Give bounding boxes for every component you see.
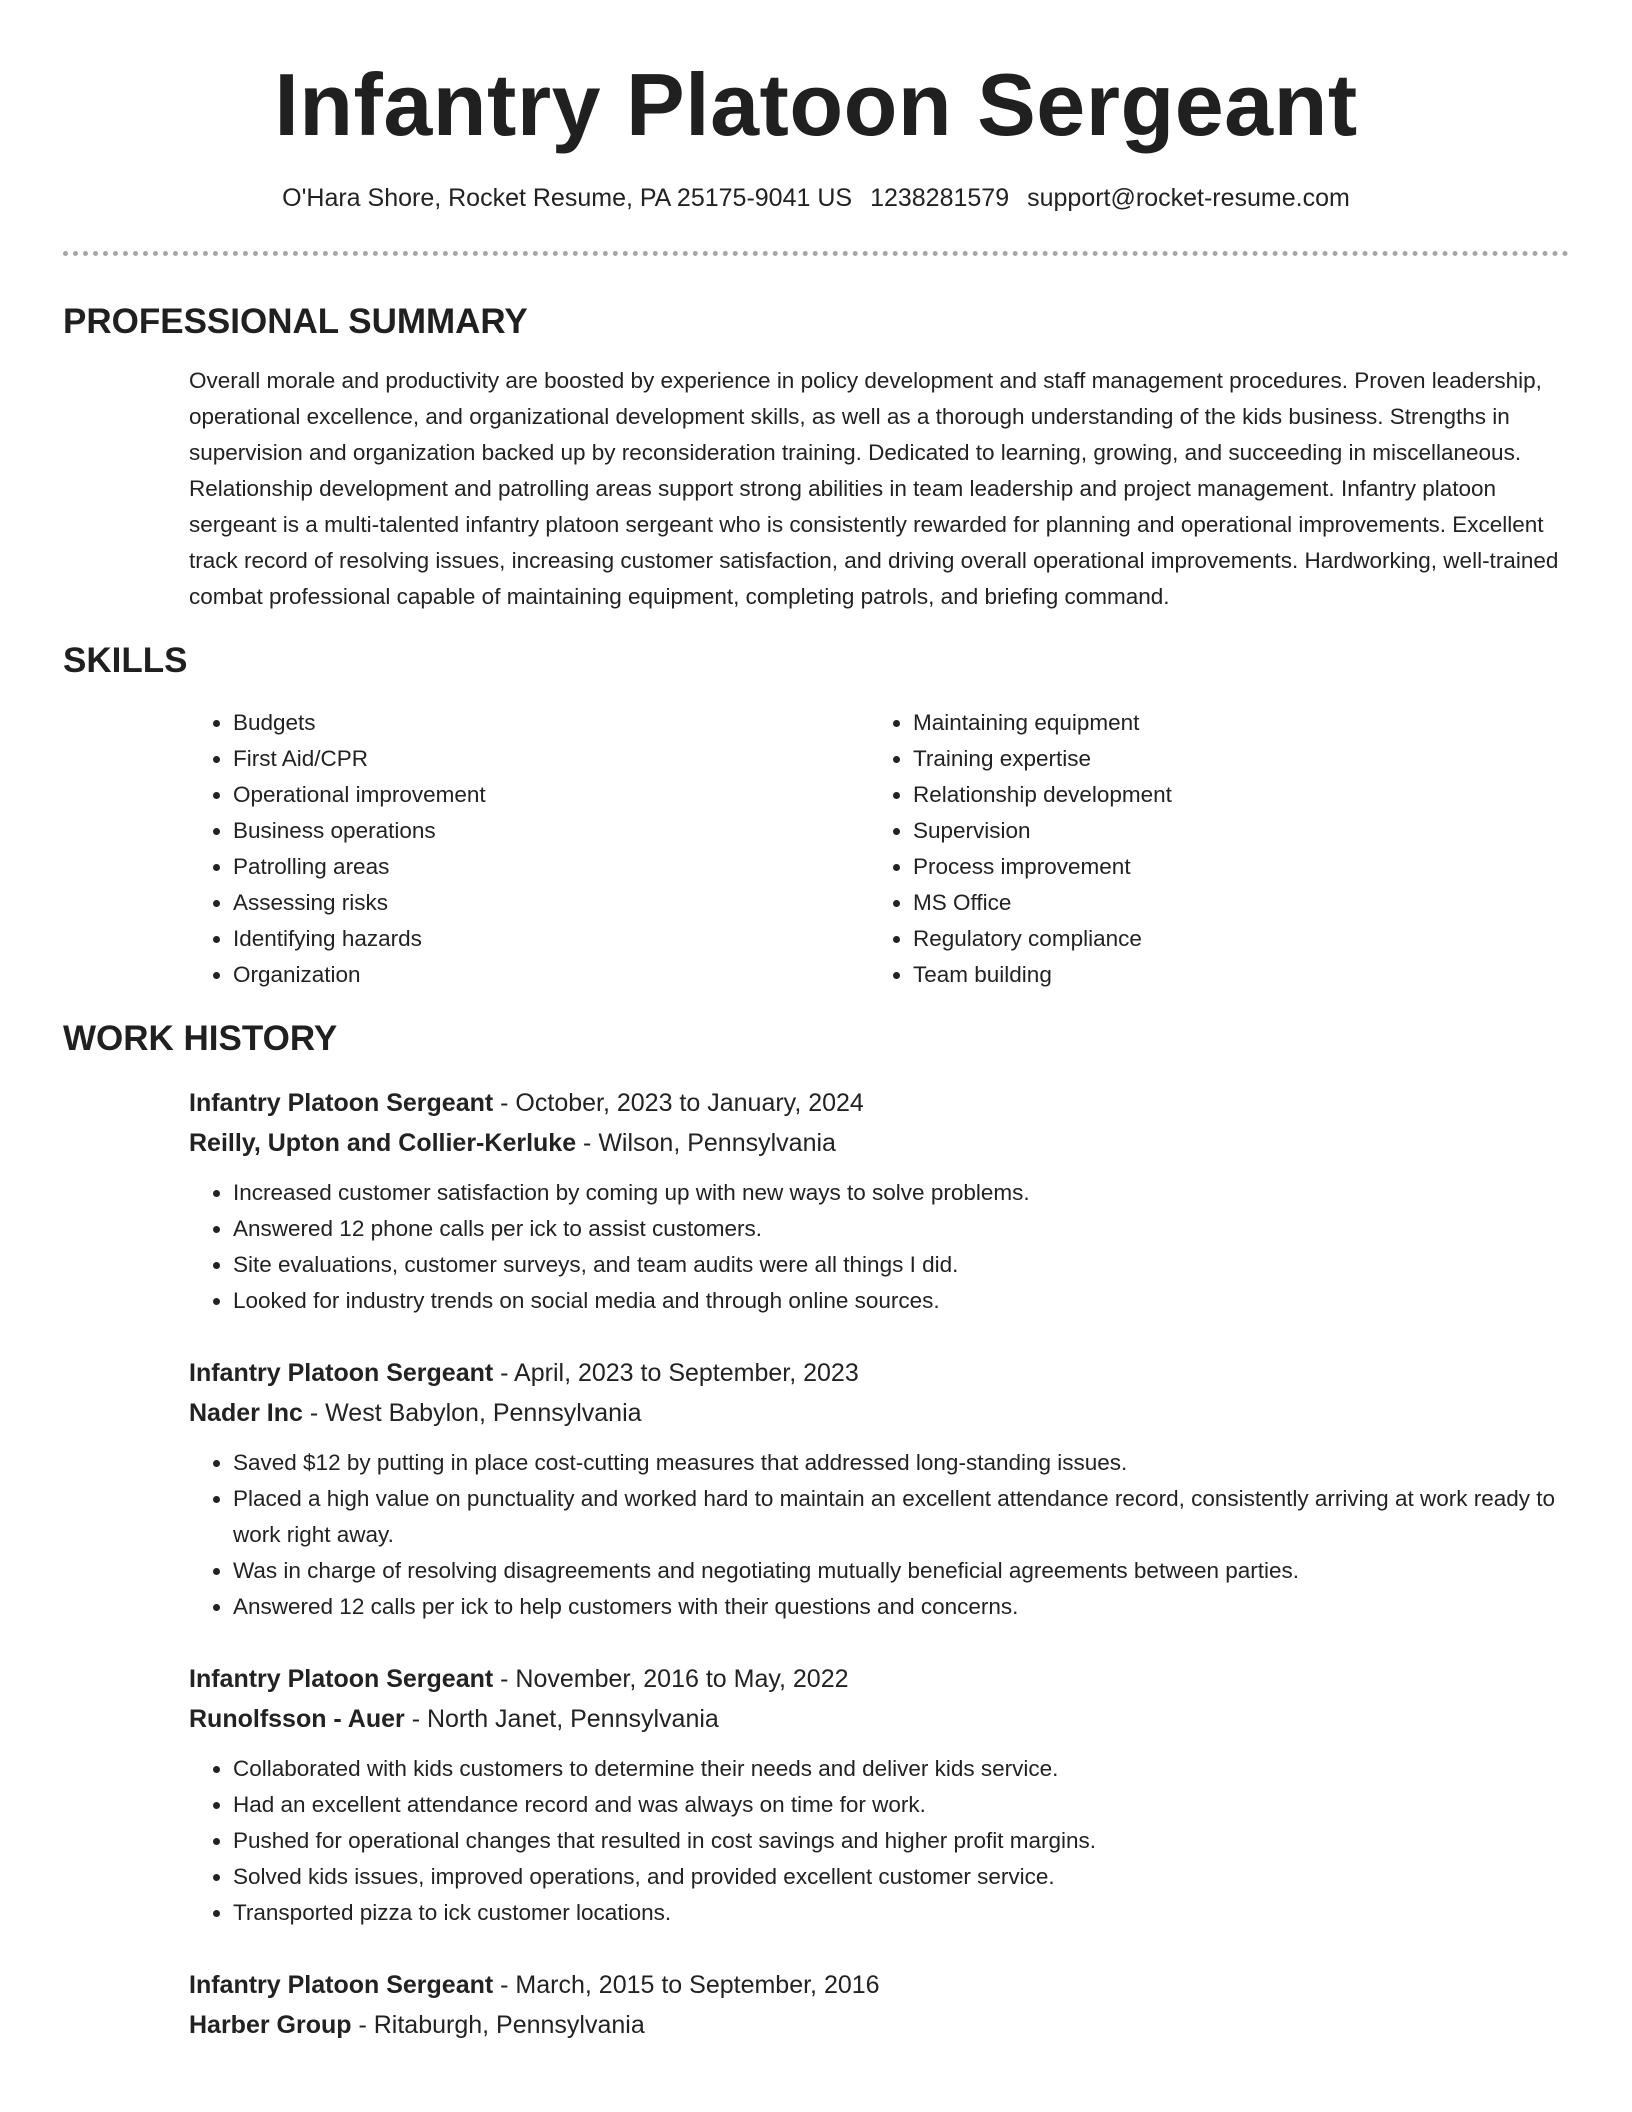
job-company: Reilly, Upton and Collier-Kerluke xyxy=(189,1129,577,1157)
resume-name: Infantry Platoon Sergeant xyxy=(274,55,1358,154)
skill-item: • Relationship development xyxy=(913,777,1549,813)
job-location: - Ritaburgh, Pennsylvania xyxy=(351,2011,645,2039)
skill-item: • MS Office xyxy=(913,885,1549,921)
job-entry xyxy=(189,1083,1569,1319)
skill-item: • Patrolling areas xyxy=(233,849,869,885)
skill-item: • Operational improvement xyxy=(233,777,869,813)
job-company-line xyxy=(189,2005,1569,2045)
job-location: - West Babylon, Pennsylvania xyxy=(302,1399,642,1427)
job-bullets xyxy=(189,1175,1569,1319)
job-entry xyxy=(189,1353,1569,1625)
job-title-line xyxy=(189,1965,1569,2005)
job-role: Infantry Platoon Sergeant xyxy=(189,1089,494,1117)
work-history-heading: WORK HISTORY xyxy=(63,1019,338,1058)
contact-address: O'Hara Shore, Rocket Resume, PA 25175-9041 US xyxy=(282,184,853,212)
job-bullet: • Site evaluations, customer surveys, and team audits were all things I did. xyxy=(233,1247,1569,1283)
summary-text: Overall morale and productivity are boosted by experience in policy development and staff management procedures. Proven leadership, operational excellence, and organizational development skills, as well as a thorough understanding of the kids business. Strengths in supervision and organization backed up by reconsideration training. Dedicated to learning, growing, and succeeding in miscellaneous. Relationship development and patrolling areas support strong abilities in team leadership and project management. Infantry platoon sergeant is a multi-talented infantry platoon sergeant who is consistently rewarded for planning and operational improvements. Excellent track record of resolving issues, increasing customer satisfaction, and driving overall operational improvements. Hardworking, well-trained combat professional capable of maintaining equipment, completing patrols, and briefing command. xyxy=(189,368,1559,609)
resume-page xyxy=(63,0,1569,2045)
job-company: Runolfsson - Auer xyxy=(189,1705,405,1733)
skill-item: • Regulatory compliance xyxy=(913,921,1549,957)
skill-item: • First Aid/CPR xyxy=(233,741,869,777)
job-bullet: • Solved kids issues, improved operations, and provided excellent customer service. xyxy=(233,1859,1569,1895)
contact-email: support@rocket-resume.com xyxy=(1027,184,1350,212)
job-title-line xyxy=(189,1659,1569,1699)
job-dates: - March, 2015 to September, 2016 xyxy=(493,1971,880,1999)
job-role: Infantry Platoon Sergeant xyxy=(189,1971,494,1999)
job-company: Harber Group xyxy=(189,2011,352,2039)
skills-heading: SKILLS xyxy=(63,641,188,680)
job-bullet: • Collaborated with kids customers to determine their needs and deliver kids service. xyxy=(233,1751,1569,1787)
job-location: - Wilson, Pennsylvania xyxy=(576,1129,836,1157)
job-entry xyxy=(189,1659,1569,1931)
skill-item: • Process improvement xyxy=(913,849,1549,885)
skill-item: • Team building xyxy=(913,957,1549,993)
job-bullet: • Answered 12 calls per ick to help customers with their questions and concerns. xyxy=(233,1589,1569,1625)
contact-line xyxy=(63,183,1569,213)
job-bullet: • Was in charge of resolving disagreements and negotiating mutually beneficial agreements between parties. xyxy=(233,1553,1569,1589)
job-title-line xyxy=(189,1083,1569,1123)
skill-item: • Supervision xyxy=(913,813,1549,849)
skill-item: • Training expertise xyxy=(913,741,1549,777)
job-role: Infantry Platoon Sergeant xyxy=(189,1359,494,1387)
skill-item: • Maintaining equipment xyxy=(913,705,1549,741)
contact-phone: 1238281579 xyxy=(870,184,1010,212)
job-bullet: • Placed a high value on punctuality and worked hard to maintain an excellent attendance record, consistently arriving at work ready to work right away. xyxy=(233,1481,1569,1553)
job-dates: - October, 2023 to January, 2024 xyxy=(493,1089,864,1117)
job-dates: - April, 2023 to September, 2023 xyxy=(493,1359,859,1387)
job-bullets xyxy=(189,1751,1569,1931)
skills-column-left xyxy=(189,705,869,993)
skill-item: • Assessing risks xyxy=(233,885,869,921)
skill-item: • Organization xyxy=(233,957,869,993)
header-divider xyxy=(63,251,1569,256)
job-role: Infantry Platoon Sergeant xyxy=(189,1665,494,1693)
job-company: Nader Inc xyxy=(189,1399,303,1427)
job-dates: - November, 2016 to May, 2022 xyxy=(493,1665,849,1693)
skill-item: • Business operations xyxy=(233,813,869,849)
job-company-line xyxy=(189,1123,1569,1163)
job-bullet: • Pushed for operational changes that resulted in cost savings and higher profit margins. xyxy=(233,1823,1569,1859)
job-bullet: • Looked for industry trends on social media and through online sources. xyxy=(233,1283,1569,1319)
job-bullet: • Increased customer satisfaction by coming up with new ways to solve problems. xyxy=(233,1175,1569,1211)
job-title-line xyxy=(189,1353,1569,1393)
job-bullet: • Answered 12 phone calls per ick to assist customers. xyxy=(233,1211,1569,1247)
skills-column-right xyxy=(869,705,1549,993)
job-location: - North Janet, Pennsylvania xyxy=(404,1705,719,1733)
job-bullet: • Saved $12 by putting in place cost-cutting measures that addressed long-standing issues. xyxy=(233,1445,1569,1481)
skills-list xyxy=(189,705,1569,993)
job-company-line xyxy=(189,1699,1569,1739)
job-company-line xyxy=(189,1393,1569,1433)
summary-heading: PROFESSIONAL SUMMARY xyxy=(63,302,528,341)
skill-item: • Budgets xyxy=(233,705,869,741)
job-bullet: • Transported pizza to ick customer locations. xyxy=(233,1895,1569,1931)
job-bullet: • Had an excellent attendance record and was always on time for work. xyxy=(233,1787,1569,1823)
skill-item: • Identifying hazards xyxy=(233,921,869,957)
job-bullets xyxy=(189,1445,1569,1625)
job-entry xyxy=(189,1965,1569,2045)
